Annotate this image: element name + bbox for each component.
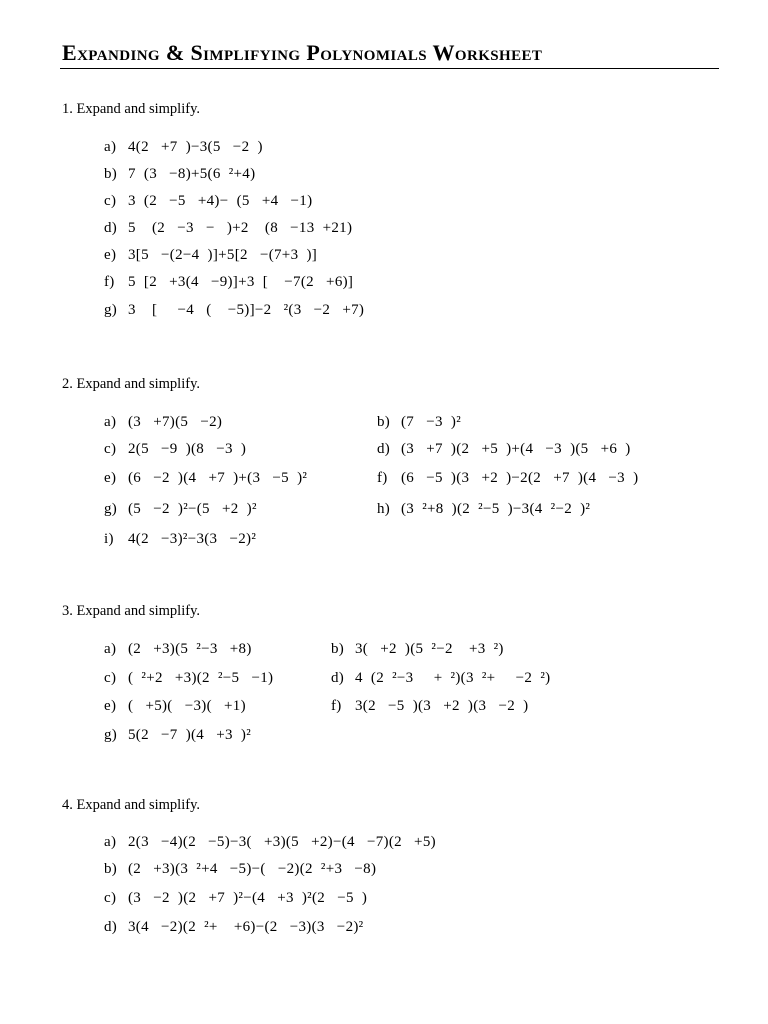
question-2-item-h [377, 501, 590, 518]
item-expression: 4(2 −3)²−3(3 −2)² [128, 531, 257, 547]
item-expression: (3 −2 )(2 +7 )²−(4 +3 )²(2 −5 ) [128, 890, 368, 906]
question-1-item-g [104, 302, 364, 319]
item-label: g) [104, 501, 118, 517]
item-label: a) [104, 414, 117, 430]
question-1-item-c [104, 193, 312, 210]
question-4-heading: 4. Expand and simplify. [62, 797, 200, 813]
item-expression: 2(3 −4)(2 −5)−3( +3)(5 +2)−(4 −7)(2 +5) [128, 834, 436, 850]
question-2-item-e [104, 470, 307, 487]
item-label: g) [104, 727, 118, 743]
item-label: d) [104, 919, 118, 935]
item-expression: (3 ²+8 )(2 ²−5 )−3(4 ²−2 )² [401, 501, 591, 517]
item-label: g) [104, 302, 118, 318]
item-expression: 5 [2 +3(4 −9)]+3 [ −7(2 +6)] [128, 274, 354, 290]
question-3-item-f [331, 698, 528, 715]
item-expression: 3(4 −2)(2 ²+ +6)−(2 −3)(3 −2)² [128, 919, 364, 935]
question-2-item-b [377, 414, 461, 431]
item-expression: 2(5 −9 )(8 −3 ) [128, 441, 247, 457]
item-label: f) [104, 274, 115, 290]
item-label: d) [331, 670, 345, 686]
question-3-item-g [104, 727, 251, 744]
item-expression: 3 [ −4 ( −5)]−2 ²(3 −2 +7) [128, 302, 365, 318]
item-expression: 7 (3 −8)+5(6 ²+4) [128, 166, 256, 182]
item-label: d) [104, 220, 118, 236]
question-4-item-d [104, 919, 363, 936]
item-expression: (3 +7 )(2 +5 )+(4 −3 )(5 +6 ) [401, 441, 631, 457]
item-expression: (6 −5 )(3 +2 )−2(2 +7 )(4 −3 ) [401, 470, 639, 486]
item-label: h) [377, 501, 391, 517]
question-1-item-f [104, 274, 353, 291]
item-label: b) [331, 641, 345, 657]
item-expression: ( +5)( −3)( +1) [128, 698, 246, 714]
item-label: e) [104, 247, 117, 263]
question-3-item-e [104, 698, 246, 715]
question-1-item-e [104, 247, 317, 264]
item-label: b) [104, 166, 118, 182]
item-label: c) [104, 670, 117, 686]
question-3-item-d [331, 670, 550, 687]
question-4-item-a [104, 834, 436, 851]
question-1-item-b [104, 166, 255, 183]
item-label: a) [104, 834, 117, 850]
item-label: a) [104, 641, 117, 657]
item-label: b) [377, 414, 391, 430]
item-expression: (3 +7)(5 −2) [128, 414, 223, 430]
question-4-item-c [104, 890, 367, 907]
item-expression: (2 +3)(3 ²+4 −5)−( −2)(2 ²+3 −8) [128, 861, 377, 877]
worksheet-title: Expanding & Simplifying Polynomials Worksheet [62, 40, 543, 65]
item-label: d) [377, 441, 391, 457]
item-label: i) [104, 531, 114, 547]
item-label: c) [104, 890, 117, 906]
item-label: c) [104, 193, 117, 209]
item-expression: 4 (2 ²−3 + ²)(3 ²+ −2 ²) [355, 670, 551, 686]
item-expression: 4(2 +7 )−3(5 −2 ) [128, 139, 263, 155]
question-3-item-b [331, 641, 504, 658]
item-expression: 5(2 −7 )(4 +3 )² [128, 727, 251, 743]
question-2-item-g [104, 501, 257, 518]
question-2-heading: 2. Expand and simplify. [62, 376, 200, 392]
question-1-item-d [104, 220, 352, 237]
question-1-item-a [104, 139, 263, 156]
question-2-item-i [104, 531, 256, 548]
item-expression: 3 (2 −5 +4)− (5 +4 −1) [128, 193, 313, 209]
item-expression: (7 −3 )² [401, 414, 461, 430]
title-underline [60, 68, 719, 69]
question-1-heading: 1. Expand and simplify. [62, 101, 200, 117]
item-label: f) [331, 698, 342, 714]
question-2-item-d [377, 441, 631, 458]
item-label: e) [104, 698, 117, 714]
item-expression: 3[5 −(2−4 )]+5[2 −(7+3 )] [128, 247, 318, 263]
item-expression: 3(2 −5 )(3 +2 )(3 −2 ) [355, 698, 529, 714]
question-3-item-c [104, 670, 273, 687]
question-3-heading: 3. Expand and simplify. [62, 603, 200, 619]
question-3-item-a [104, 641, 252, 658]
item-expression: (2 +3)(5 ²−3 +8) [128, 641, 252, 657]
item-expression: (5 −2 )²−(5 +2 )² [128, 501, 257, 517]
question-2-item-c [104, 441, 246, 458]
question-4-item-b [104, 861, 376, 878]
item-label: c) [104, 441, 117, 457]
question-2-item-a [104, 414, 222, 431]
question-2-item-f [377, 470, 638, 487]
item-label: a) [104, 139, 117, 155]
item-expression: ( ²+2 +3)(2 ²−5 −1) [128, 670, 274, 686]
item-label: e) [104, 470, 117, 486]
item-expression: 5 (2 −3 − )+2 (8 −13 +21) [128, 220, 353, 236]
item-label: b) [104, 861, 118, 877]
item-expression: (6 −2 )(4 +7 )+(3 −5 )² [128, 470, 308, 486]
item-label: f) [377, 470, 388, 486]
item-expression: 3( +2 )(5 ²−2 +3 ²) [355, 641, 504, 657]
